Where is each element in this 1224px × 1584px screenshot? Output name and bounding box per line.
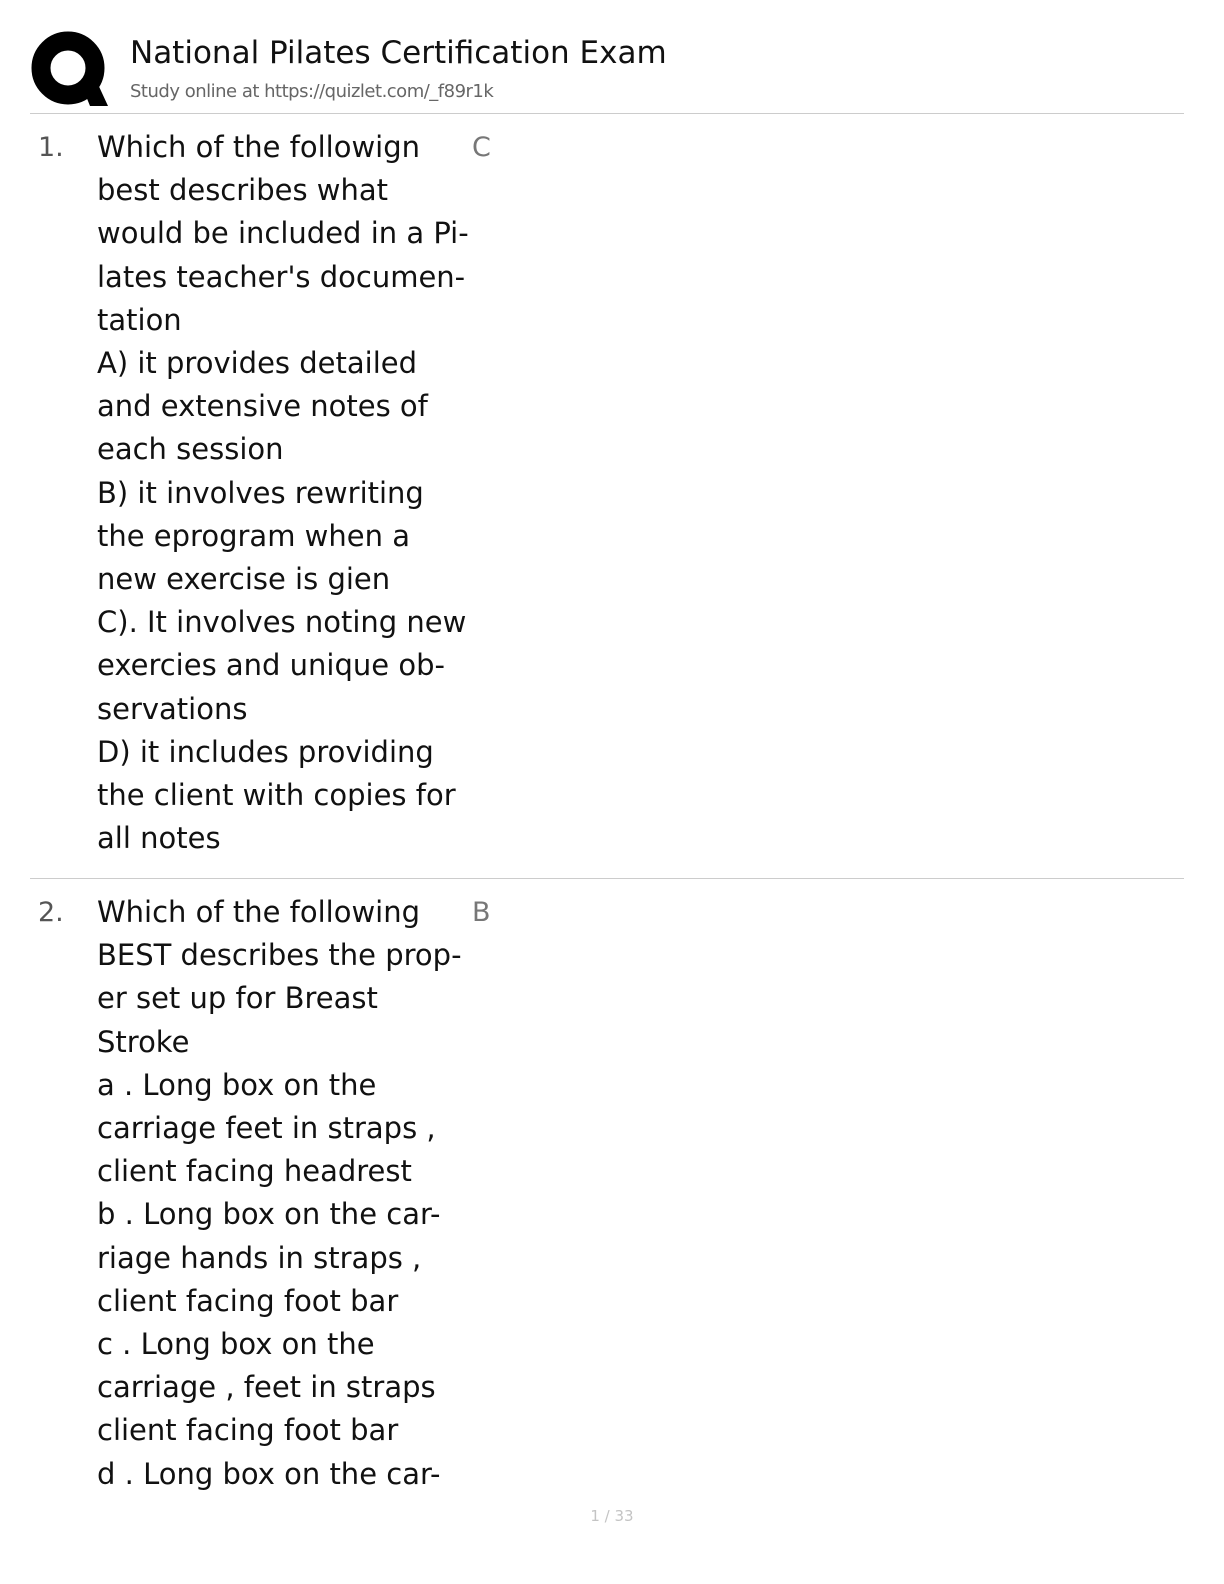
question-number: 1. <box>38 132 64 163</box>
study-online-link[interactable]: Study online at https://quizlet.com/_f89r1k <box>130 81 494 102</box>
answer-text: C <box>472 132 491 163</box>
quizlet-logo-icon <box>30 30 110 110</box>
question-text: Which of the followign best describes what would be included in a Pi- lates teacher's documen- tation A) it provides detailed and extensive notes of each session B) it involves rewriting the eprogram when a new exercise is gien C). It involves noting new exercies and unique ob- servations D) it includes providing the client with copies for all notes <box>97 130 469 856</box>
page-number: 1 / 33 <box>590 1507 634 1525</box>
document-title: National Pilates Certification Exam <box>130 35 667 71</box>
question-text: Which of the following BEST describes the prop- er set up for Breast Stroke a . Long box on the carriage feet in straps , client facing headrest b . Long box on the car- riage hands in straps , client facing foot bar c . Long box on the carriage , feet in straps client facing foot bar d . Long box on the car- <box>97 895 462 1491</box>
question-number: 2. <box>38 897 64 928</box>
question-divider <box>30 878 1184 879</box>
answer-text: B <box>472 897 491 928</box>
header-divider <box>30 113 1184 114</box>
